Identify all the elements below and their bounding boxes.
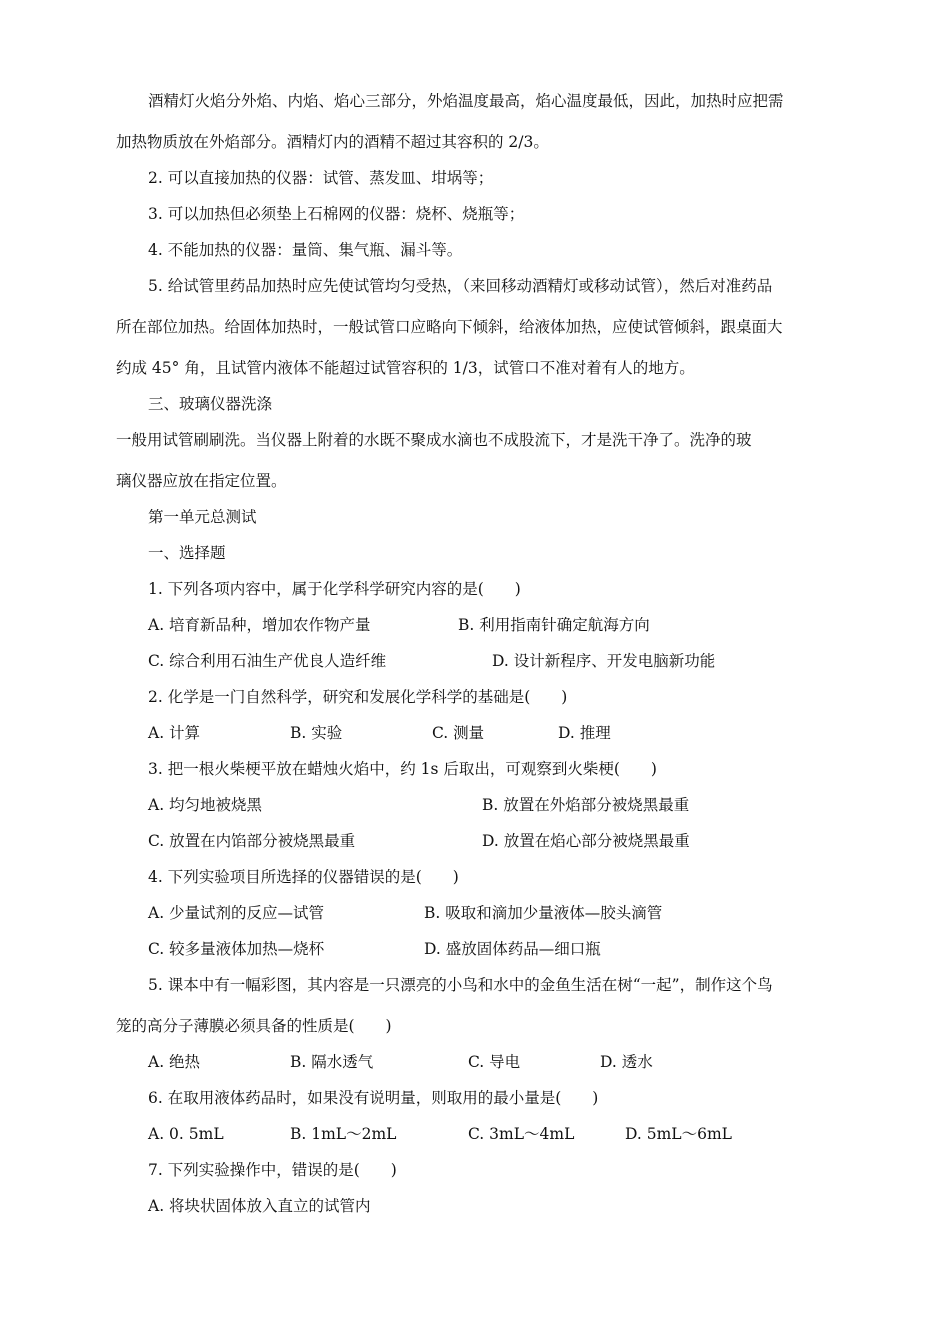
question-4-option-d: D. 盛放固体药品—细口瓶 — [424, 940, 601, 958]
question-5-option-d: D. 透水 — [600, 1053, 653, 1071]
question-1-option-b: B. 利用指南针确定航海方向 — [458, 616, 650, 634]
list-item-5-line: 所在部位加热。给固体加热时，一般试管口应略向下倾斜，给液体加热，应使试管倾斜，跟桌面大 — [116, 318, 783, 336]
question-6-option-a: A. 0. 5mL — [148, 1125, 224, 1143]
section-heading: 三、玻璃仪器洗涤 — [148, 395, 273, 413]
question-6-option-c: C. 3mL～4mL — [468, 1125, 575, 1143]
question-2-option-c: C. 测量 — [432, 724, 485, 742]
test-title: 第一单元总测试 — [148, 508, 257, 526]
test-section-heading: 一、选择题 — [148, 544, 226, 562]
question-4-stem: 4. 下列实验项目所选择的仪器错误的是( ) — [148, 868, 459, 886]
section-paragraph-line: 一般用试管刷刷洗。当仪器上附着的水既不聚成水滴也不成股流下，才是洗干净了。洗净的玻 — [116, 431, 752, 449]
question-5-option-c: C. 导电 — [468, 1053, 521, 1071]
question-1-option-a: A. 培育新品种，增加农作物产量 — [148, 616, 371, 634]
question-2-option-d: D. 推理 — [558, 724, 611, 742]
question-5-option-b: B. 隔水透气 — [290, 1053, 374, 1071]
question-3-stem: 3. 把一根火柴梗平放在蜡烛火焰中，约 1s 后取出，可观察到火柴梗( ) — [148, 760, 657, 778]
question-3-option-d: D. 放置在焰心部分被烧黑最重 — [482, 832, 690, 850]
question-2-option-a: A. 计算 — [148, 724, 201, 742]
intro-paragraph-line: 加热物质放在外焰部分。酒精灯内的酒精不超过其容积的 2/3。 — [116, 133, 549, 151]
list-item-5-line: 约成 45° 角，且试管内液体不能超过试管容积的 1/3，试管口不准对着有人的地方。 — [116, 359, 695, 377]
question-3-option-b: B. 放置在外焰部分被烧黑最重 — [482, 796, 690, 814]
question-4-option-b: B. 吸取和滴加少量液体—胶头滴管 — [424, 904, 663, 922]
question-5-stem-line: 笼的高分子薄膜必须具备的性质是( ) — [116, 1017, 392, 1035]
question-6-option-b: B. 1mL～2mL — [290, 1125, 397, 1143]
section-paragraph-line: 璃仪器应放在指定位置。 — [116, 472, 287, 490]
question-7-option-a: A. 将块状固体放入直立的试管内 — [148, 1197, 371, 1215]
question-1-stem: 1. 下列各项内容中，属于化学科学研究内容的是( ) — [148, 580, 521, 598]
question-5-option-a: A. 绝热 — [148, 1053, 201, 1071]
question-3-option-c: C. 放置在内馅部分被烧黑最重 — [148, 832, 356, 850]
intro-paragraph-line: 酒精灯火焰分外焰、内焰、焰心三部分，外焰温度最高，焰心温度最低，因此，加热时应把需 — [148, 92, 784, 110]
question-3-option-a: A. 均匀地被烧黑 — [148, 796, 263, 814]
question-7-stem: 7. 下列实验操作中，错误的是( ) — [148, 1161, 397, 1179]
question-6-stem: 6. 在取用液体药品时，如果没有说明量，则取用的最小量是( ) — [148, 1089, 599, 1107]
question-1-option-d: D. 设计新程序、开发电脑新功能 — [492, 652, 716, 670]
list-item-4: 4. 不能加热的仪器：量筒、集气瓶、漏斗等。 — [148, 241, 463, 259]
question-4-option-c: C. 较多量液体加热—烧杯 — [148, 940, 325, 958]
question-4-option-a: A. 少量试剂的反应—试管 — [148, 904, 325, 922]
question-1-option-c: C. 综合利用石油生产优良人造纤维 — [148, 652, 387, 670]
list-item-3: 3. 可以加热但必须垫上石棉网的仪器：烧杯、烧瓶等； — [148, 205, 525, 223]
list-item-5-line: 5. 给试管里药品加热时应先使试管均匀受热，（来回移动酒精灯或移动试管），然后对准药品 — [148, 277, 773, 295]
question-6-option-d: D. 5mL～6mL — [625, 1125, 732, 1143]
list-item-2: 2. 可以直接加热的仪器：试管、蒸发皿、坩埚等； — [148, 169, 494, 187]
question-2-option-b: B. 实验 — [290, 724, 343, 742]
question-5-stem-line: 5. 课本中有一幅彩图，其内容是一只漂亮的小鸟和水中的金鱼生活在树“一起”，制作这个鸟 — [148, 976, 773, 994]
question-2-stem: 2. 化学是一门自然科学，研究和发展化学科学的基础是( ) — [148, 688, 568, 706]
